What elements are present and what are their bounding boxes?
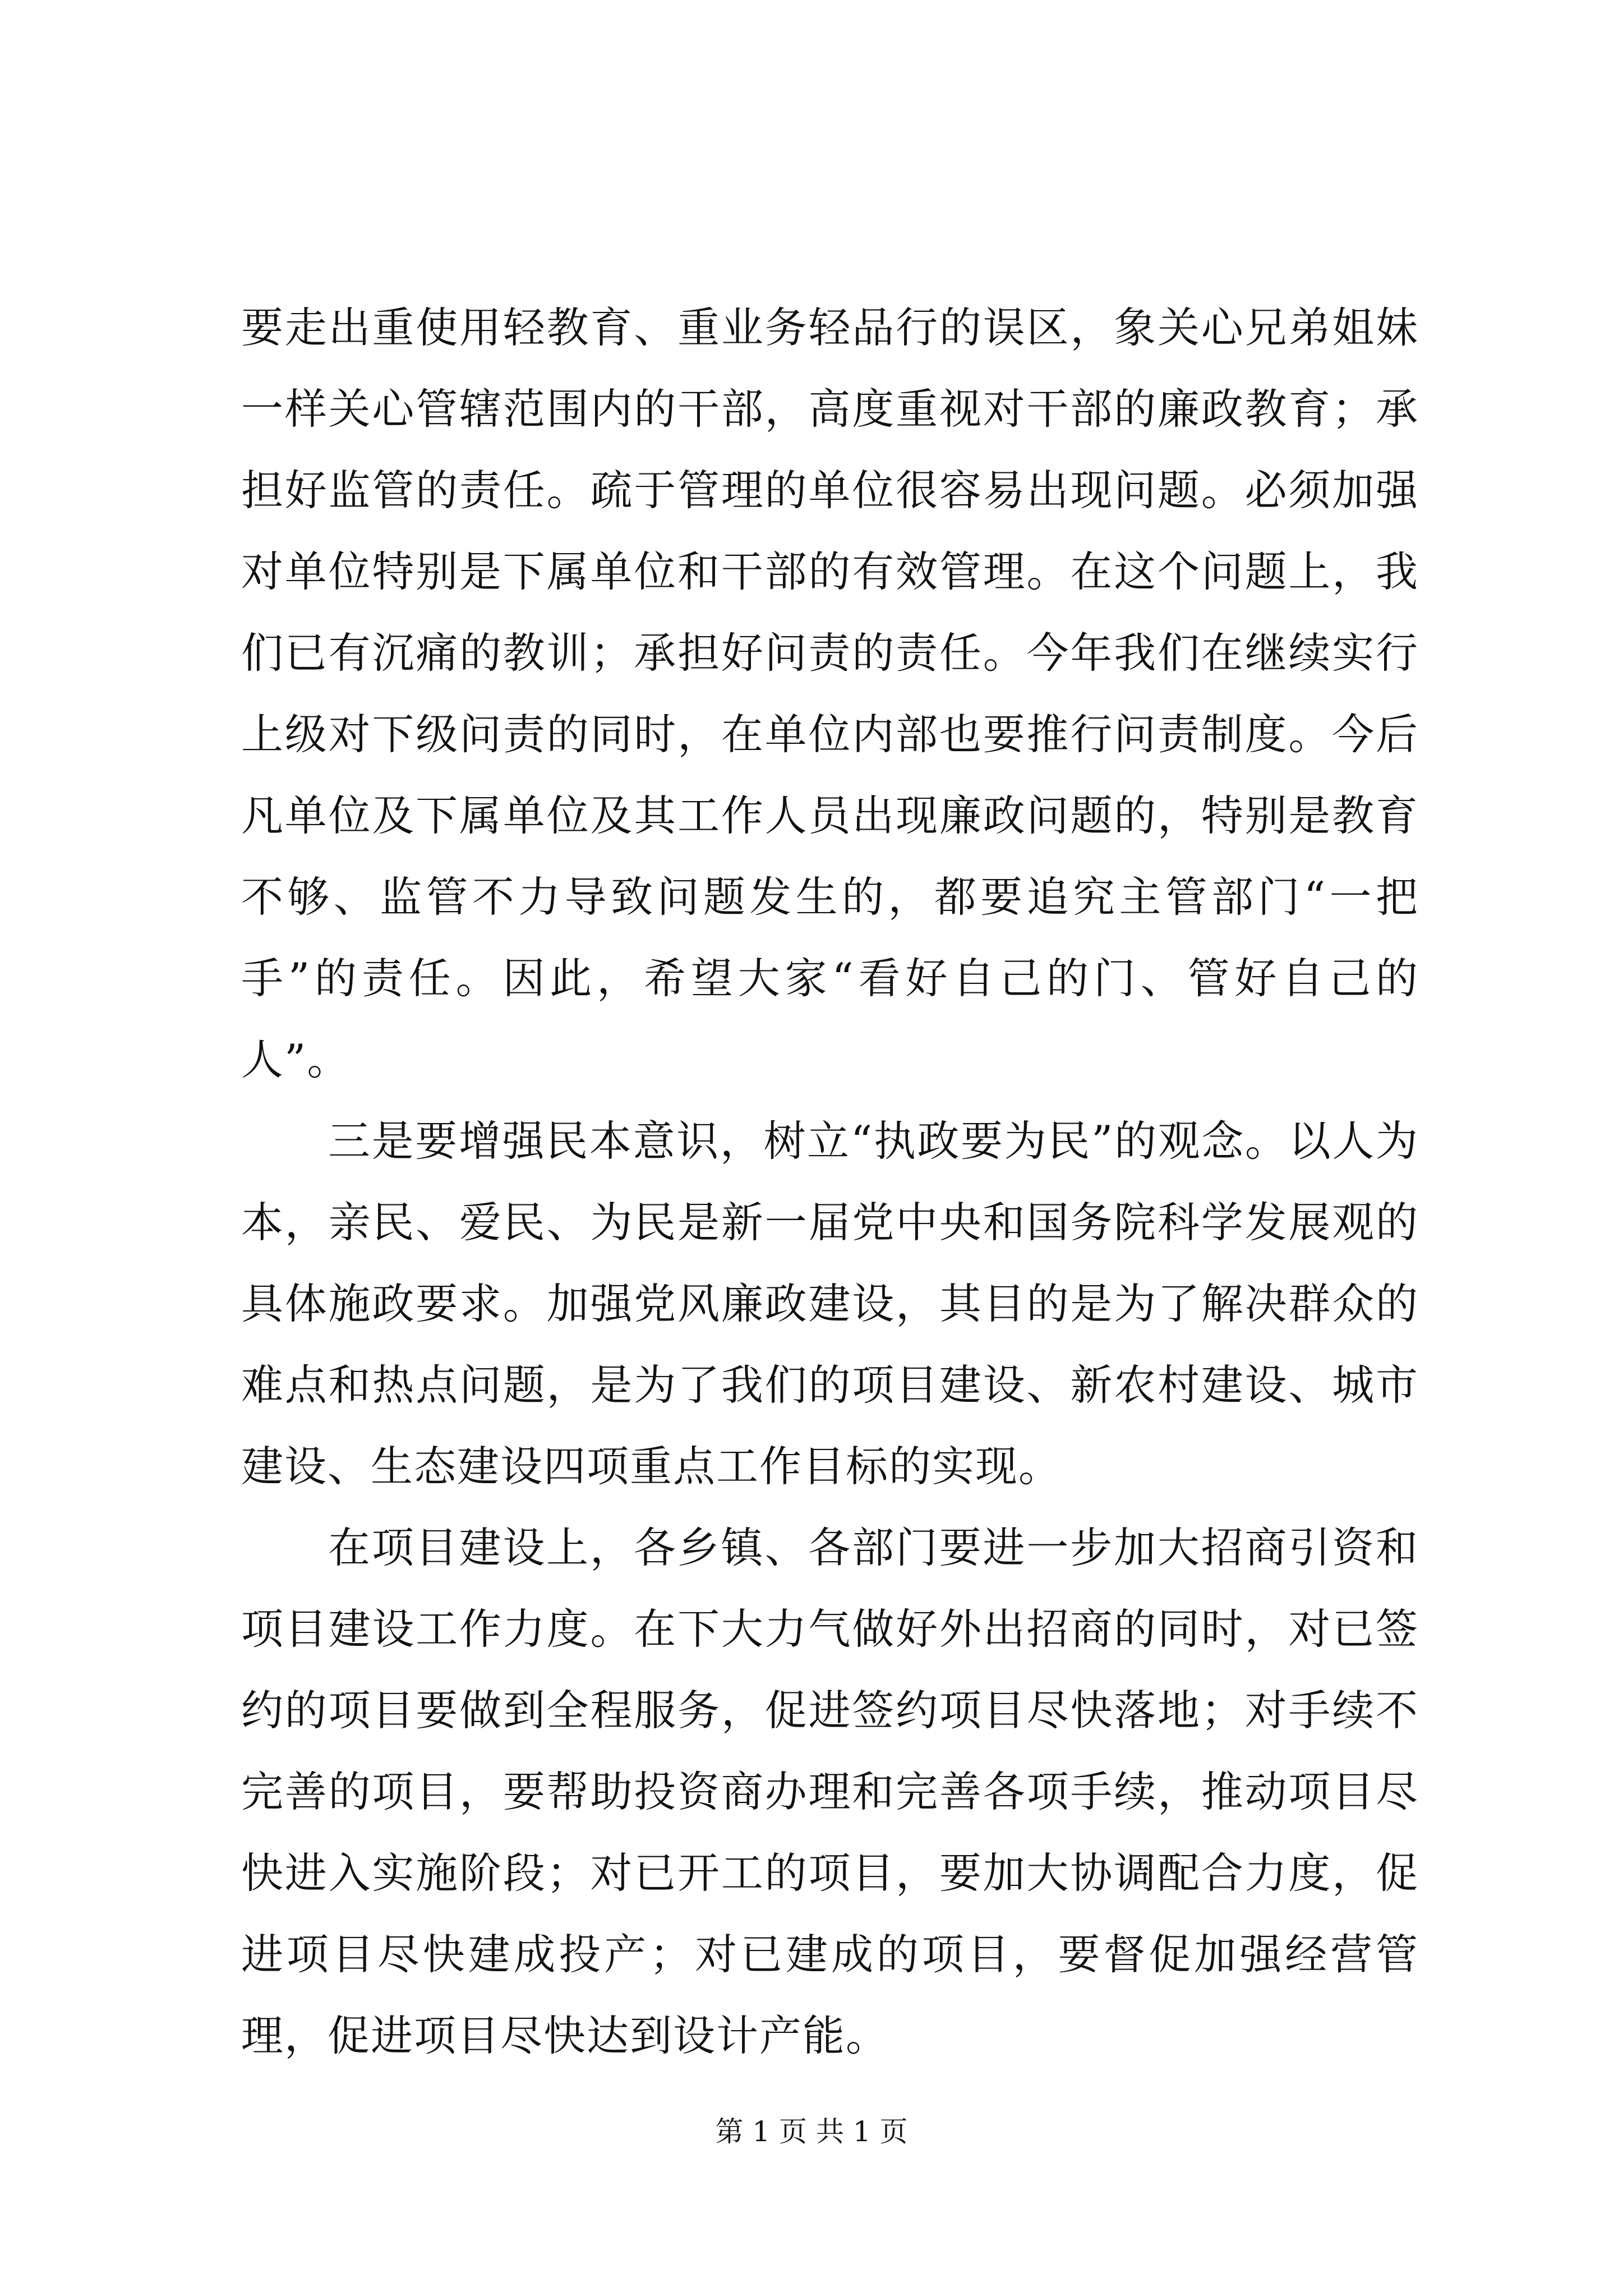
page-number-footer: 第 1 页 共 1 页 [715, 2115, 908, 2148]
paragraph-2: 三是要增强民本意识，树立“执政要为民”的观念。以人为本，亲民、爱民、为民是新一届党中央和国务院科学发展观的具体施政要求。加强党风廉政建设，其目的是为了解决群众的难点和热点问题，是为了我们的项目建设、新农村建设、城市建设、生态建设四项重点工作目标的实现。 [241, 1116, 1419, 1491]
paragraph-1: 要走出重使用轻教育、重业务轻品行的误区，象关心兄弟姐妹一样关心管辖范围内的干部，高度重视对干部的廉政教育；承担好监管的责任。疏于管理的单位很容易出现问题。必须加强对单位特别是下属单位和干部的有效管理。在这个问题上，我们已有沉痛的教训；承担好问责的责任。今年我们在继续实行上级对下级问责的同时，在单位内部也要推行问责制度。今后凡单位及下属单位及其工作人员出现廉政问题的，特别是教育不够、监管不力导致问题发生的，都要追究主管部门“一把手”的责任。因此，希望大家“看好自己的门、管好自己的人”。 [241, 303, 1419, 1084]
document-body [241, 287, 1419, 2077]
paragraph-3: 在项目建设上，各乡镇、各部门要进一步加大招商引资和项目建设工作力度。在下大力气做好外出招商的同时，对已签约的项目要做到全程服务，促进签约项目尽快落地；对手续不完善的项目，要帮助投资商办理和完善各项手续，推动项目尽快进入实施阶段；对已开工的项目，要加大协调配合力度，促进项目尽快建成投产；对已建成的项目，要督促加强经营管理，促进项目尽快达到设计产能。 [241, 1523, 1419, 2060]
